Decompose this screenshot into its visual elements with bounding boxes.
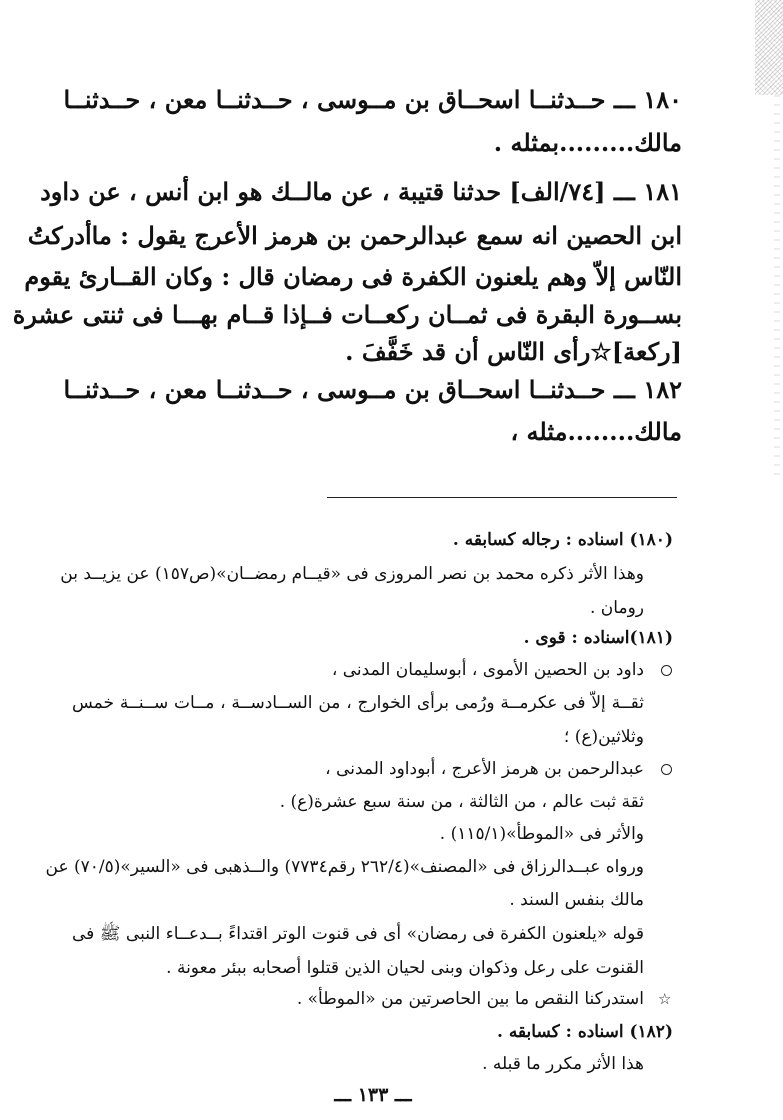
footnote-180-text-2: رومان .: [590, 598, 644, 618]
footnote-181-narrator-2: عبدالرحمن بن هرمز الأعرج ، أبوداود المدنى ،: [325, 759, 644, 779]
hadith-180-line-2: مالك.........بمثله .: [493, 128, 682, 157]
footnote-181-source-2b: مالك بنفس السند .: [509, 890, 644, 910]
footnote-181-comment-1: قوله «يلعنون الكفرة فى رمضان» أى فى قنوت الوتر اقتداءً بــدعــاء النبى ﷺ فى: [72, 924, 644, 944]
hadith-181-line-3: النّاس إلاّ وهم يلعنون الكفرة فى رمضان قال : وكان القــارئ يقوم: [24, 262, 682, 291]
hadith-180-line-1: ١٨٠ ـــ حــدثنــا اسحــاق بن مــوسى ، حــدثنــا معن ، حــدثنــا: [63, 85, 682, 114]
hadith-181-line-4: بســورة البقرة فى ثمــان ركعــات فــإذا قــام بهـــا فى ثنتى عشرة: [12, 300, 682, 329]
hadith-181-line-5: [ركعة]☆رأى النّاس أن قد خَفَّفَ .: [345, 337, 682, 366]
footnote-181-narrator-1-desc-1: ثقــة إلاّ فى عكرمــة ورُمى برأى الخوارج ، من الســادســة ، مــات ســنــة خمس: [72, 693, 644, 713]
footnote-181-narrator-2-desc: ثقة ثبت عالم ، من الثالثة ، من سنة سبع عشرة(ع) .: [279, 792, 644, 812]
star-icon: ☆: [658, 990, 672, 1008]
scan-edge-artifact: [755, 0, 783, 95]
footnote-182-text: هذا الأثر مكرر ما قبله .: [482, 1054, 644, 1074]
footnote-181-source-2a: ورواه عبــدالرزاق فى «المصنف»(٢٦٢/٤ رقم٧٧٣٤) والــذهبى فى «السير»(٧٠/٥) عن: [45, 857, 644, 877]
footnote-181-source-1: والأثر فى «الموطأ»(١١٥/١) .: [439, 824, 644, 844]
hadith-181-line-1: ١٨١ ـــ [٧٤/الف] حدثنا قتيبة ، عن مالــك هو ابن أنس ، عن داود: [40, 177, 682, 206]
scan-edge-artifact-lower: [774, 95, 780, 475]
footnote-181-narrator-1-desc-2: وثلاثين(ع) ؛: [563, 727, 644, 747]
circle-icon: [661, 764, 672, 775]
footnote-181-comment-2: القنوت على رعل وذكوان وبنى لحيان الذين قتلوا أصحابه ببئر معونة .: [166, 958, 644, 978]
footnote-181-narrator-1: داود بن الحصين الأموى ، أبوسليمان المدنى ،: [331, 660, 644, 680]
footnote-180-text-1: وهذا الأثر ذكره محمد بن نصر المروزى فى «قيــام رمضــان»(ص١٥٧) عن يزيــد بن: [60, 564, 644, 584]
hadith-182-line-1: ١٨٢ ـــ حــدثنــا اسحــاق بن مــوسى ، حــدثنــا معن ، حــدثنــا: [63, 375, 682, 404]
footnote-182-heading: (١٨٢) اسناده : كسابقه .: [496, 1022, 673, 1042]
circle-icon: [661, 665, 672, 676]
footnote-separator: [327, 497, 677, 498]
footnote-180-heading: (١٨٠) اسناده : رجاله كسابقه .: [452, 530, 673, 550]
page-number: ـــ ١٣٣ ـــ: [334, 1084, 412, 1106]
hadith-181-line-2: ابن الحصين انه سمع عبدالرحمن بن هرمز الأعرج يقول : ماأدركتُ: [27, 221, 682, 250]
hadith-182-line-2: مالك........مثله ،: [510, 417, 682, 446]
footnote-181-heading: (١٨١)اسناده : قوى .: [523, 628, 673, 648]
footnote-star-note: استدركنا النقص ما بين الحاصرتين من «الموطأ» .: [296, 989, 644, 1009]
